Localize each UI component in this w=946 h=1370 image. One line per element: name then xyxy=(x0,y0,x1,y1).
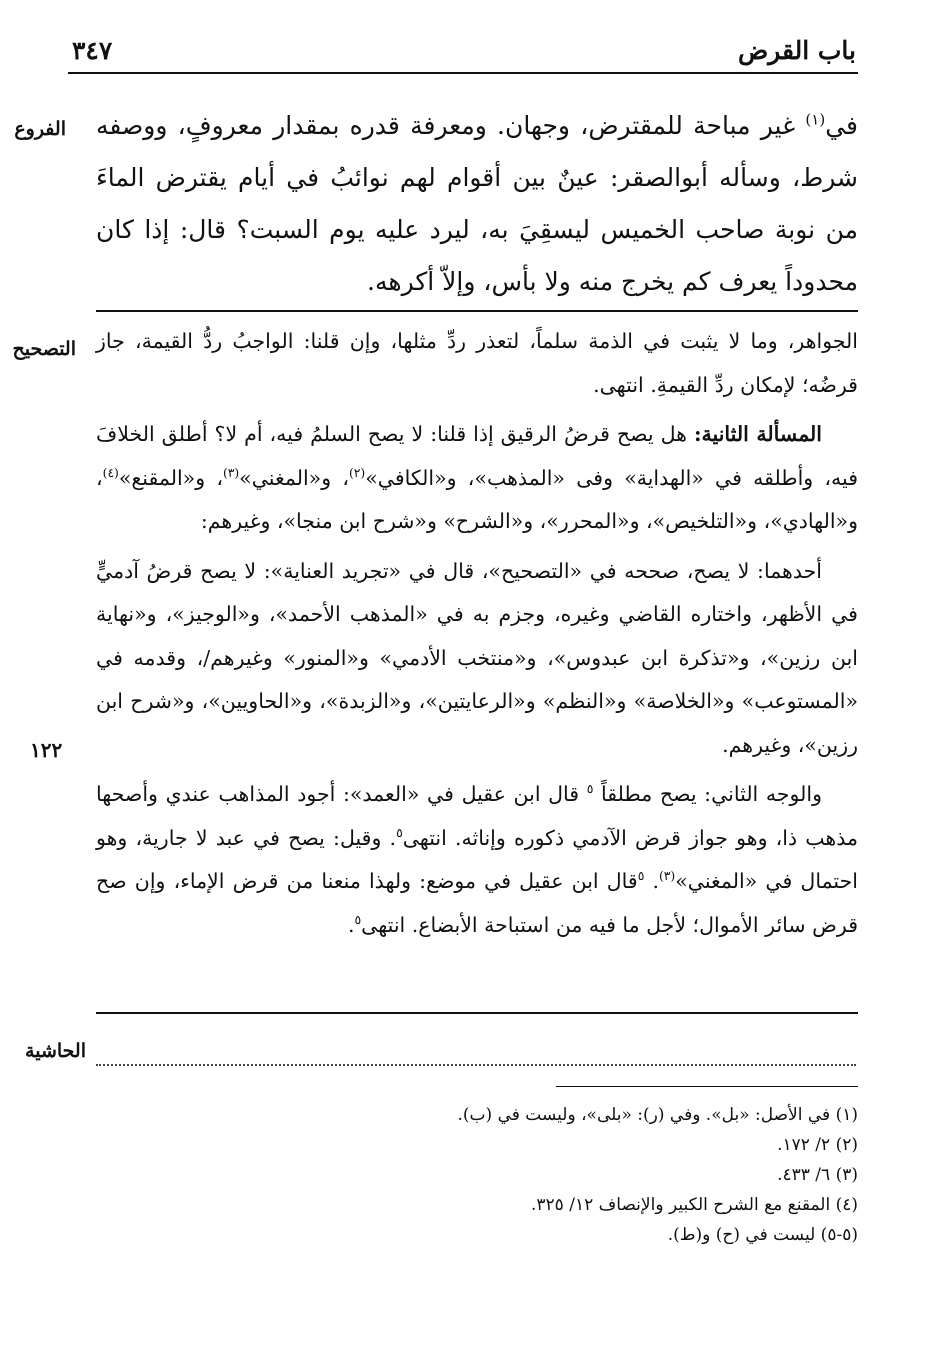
label-furu: الفروع xyxy=(14,118,66,140)
label-hashiya: الحاشية xyxy=(25,1040,86,1062)
section-divider xyxy=(96,310,858,312)
reference-page-number: ١٢٢ xyxy=(30,738,63,762)
footnote-5: (٥-٥) ليست في (ح) و(ط). xyxy=(667,1225,858,1245)
header-rule xyxy=(68,72,858,74)
footnote-rule xyxy=(556,1086,858,1087)
footnote-4: (٤) المقنع مع الشرح الكبير والإنصاف ١٢/ ٣٢٥. xyxy=(531,1195,858,1215)
issue-heading: المسألة الثانية: xyxy=(693,422,822,446)
footnote-2: (٢) ٢/ ١٧٢. xyxy=(777,1135,858,1155)
chapter-title: باب القرض xyxy=(737,36,856,65)
footnote-3: (٣) ٦/ ٤٣٣. xyxy=(777,1165,858,1185)
section-divider-2 xyxy=(96,1012,858,1014)
furu-text xyxy=(96,100,858,308)
tashih-paragraph-4: والوجه الثاني: يصح مطلقاً $^٥$ قال ابن عقيل في «العمد»: أجود المذاهب عندي وأصحها مذهب ذا، وهو جواز قرض الآدمي ذكوره وإناثه. انتهى$^٥$. وقيل: يصح في عبد لا جارية، وهو احتمال في «المغني»$^{(٣)}$. $^٥$قال ابن عقيل في موضع: ولهذا منعنا من قرض الإماء، وإن صح قرض سائر الأموال؛ لأجل ما فيه من استباحة الأبضاع. انتهى$^٥$. xyxy=(96,782,858,937)
furu-paragraph: في$^{(١)}$ غير مباحة للمقترض، وجهان. ومعرفة قدره بمقدار معروفٍ، ووصفه شرط، وسأله أبوالصقر: عينٌ بين أقوام لهم نوائبُ في أيام يقترض الماءَ من نوبة صاحب الخميس ليسقِيَ به، ليرد عليه يوم السبت؟ قال: إذا كان محدوداً يعرف كم يخرج منه ولا بأس، وإلاّ أكرهه. xyxy=(96,110,858,296)
footnote-ref-1: (١) xyxy=(805,110,826,129)
hashiya-dotted-line xyxy=(96,1040,856,1066)
tashih-text xyxy=(96,320,858,947)
footnote-1: (١) في الأصل: «بل». وفي (ر): «بلى»، وليست في (ب). xyxy=(457,1105,858,1125)
label-tashih: التصحيح xyxy=(12,338,76,360)
tashih-paragraph-2: المسألة الثانية: هل يصح قرضُ الرقيق إذا قلنا: لا يصح السلمُ فيه، أم لا؟ أطلق الخلافَ فيه، وأطلقه في «الهداية» وفى «المذهب»، و«الكافي»$^{(٢)}$، و«المغني»$^{(٣)}$، و«المقنع»$^{(٤)}$، و«الهادي»، و«التلخيص»، و«المحرر»، و«الشرح» و«شرح ابن منجا»، وغيرهم: xyxy=(96,422,858,533)
page-number: ٣٤٧ xyxy=(72,36,113,65)
page-header xyxy=(68,28,856,68)
tashih-paragraph-3: أحدهما: لا يصح، صححه في «التصحيح»، قال في «تجريد العناية»: لا يصح قرضُ آدميٍّ في الأظهر، واختاره القاضي وغيره، وجزم به في «المذهب الأحمد»، و«الوجيز»، و«نهاية ابن رزين»، و«تذكرة ابن عبدوس»، و«منتخب الأدمي» و«المنور» وغيرهم/، وقدمه في «المستوعب» و«الخلاصة» و«النظم» و«الرعايتين»، و«الزبدة»، و«الحاويين»، و«شرح ابن رزين»، وغيرهم. xyxy=(96,558,858,757)
tashih-paragraph-1: الجواهر، وما لا يثبت في الذمة سلماً، لتعذر ردِّ مثلها، وإن قلنا: الواجبُ ردُّ القيمة، جاز قرضُه؛ لإمكان ردِّ القيمةِ. انتهى. xyxy=(96,329,858,397)
footnotes xyxy=(96,1100,858,1250)
